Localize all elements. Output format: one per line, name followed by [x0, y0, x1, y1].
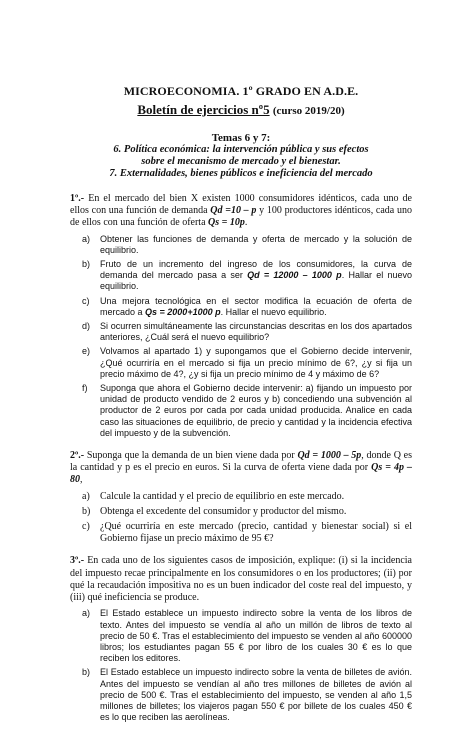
course-title: MICROECONOMIA. 1º GRADO EN A.D.E.: [123, 84, 359, 98]
item-label: f): [82, 383, 88, 394]
document-page: [0, 84, 474, 754]
exercise-1: [70, 193, 412, 439]
item-text-part: . Hallar el nuevo equilibrio.: [220, 306, 327, 317]
supply-formula: Qs = 4p – 80: [70, 462, 412, 486]
exercise-text: , donde Q es la cantidad y p es el precio en euros. Si la curva de oferta viene dada por: [70, 450, 412, 474]
exercise-number: 1º.-: [70, 193, 85, 204]
item-label: c): [82, 521, 90, 533]
item-label: a): [82, 608, 91, 619]
item-1f: [70, 383, 412, 439]
bulletin-title: [70, 102, 412, 118]
item-text: El Estado establece un impuesto indirecto sobre la venta de billetes de avión. Antes del impuesto se vendían al año tres millones de billetes de avión al precio de 500 €. Tras el establecimiento del impuesto, se venden al año 1,5 millones de billetes; los viajeros pagan 550 € por billete de los cuales 450 € es lo que reciben las aerolíneas.: [100, 667, 412, 723]
item-text: [100, 259, 412, 293]
item-text: Si ocurren simultáneamente las circunstancias descritas en los dos apartados anteriores, ¿Cuál será el nuevo equilibrio?: [100, 321, 412, 343]
bulletin-name: Boletín de ejercicios nº5: [137, 102, 270, 117]
exercise-text: y 100 productores idénticos, cada uno de ellos con una función de oferta: [70, 205, 412, 229]
theme-7: 7. Externalidades, bienes públicos e ineficiencia del mercado: [109, 168, 373, 179]
exercise-2-intro: [70, 450, 412, 487]
item-label: b): [82, 259, 91, 270]
supply-formula: Qs = 10p: [208, 217, 245, 229]
exercise-text: ,: [80, 474, 83, 486]
item-text: Obtenga el excedente del consumidor y productor del mismo.: [100, 505, 347, 517]
demand-formula: Qd = 1000 – 5p: [297, 450, 362, 462]
theme-6-line-1: 6. Política económica: la intervención pública y sus efectos: [113, 144, 369, 155]
item-formula: Qd = 12000 – 1000 p: [247, 270, 342, 281]
item-2a: [70, 491, 412, 503]
exercise-text: .: [244, 217, 248, 229]
item-1e: [70, 346, 412, 380]
exercise-2-items: [70, 491, 412, 546]
theme-6-line-2: sobre el mecanismo de mercado y el bienestar.: [141, 156, 341, 167]
item-text: Obtener las funciones de demanda y oferta de mercado y la solución de equilibrio.: [100, 233, 412, 255]
item-text: Suponga que ahora el Gobierno decide intervenir: a) fijando un impuesto por unidad de producto vendido de 2 euros y b) concediendo una subvención al productor de 2 euros por cada por cada unidad producida. Analice en cada caso las situaciones de equilibrio, de precio y cantidad y la incidencia efectiva del impuesto y de la subvención.: [100, 383, 412, 438]
item-2b: [70, 506, 412, 518]
themes-heading: Temas 6 y 7:: [211, 132, 271, 144]
exercise-number: 2º.-: [70, 450, 85, 462]
item-text: Calcule la cantidad y el precio de equilibrio en este mercado.: [100, 490, 345, 502]
exercise-1-intro: [70, 193, 412, 230]
item-1b: [70, 259, 412, 293]
item-3b: [70, 667, 412, 723]
item-label: c): [82, 295, 90, 306]
exercise-text: En el mercado del bien X existen 1000 consumidores idénticos, cada uno de ellos con una función de demanda: [70, 193, 412, 217]
exercise-2: [70, 450, 412, 545]
item-3a: [70, 608, 412, 664]
exercise-3-intro: [70, 555, 412, 604]
item-formula: Qs = 2000+1000 p: [145, 306, 221, 317]
exercise-3: [70, 555, 412, 723]
exercise-text: En cada uno de los siguientes casos de imposición, explique: (i) si la incidencia del impuesto recae principalmente en los consumidores o en los productores; (ii) por qué la recaudación impositiva no es un buen indicador del coste real del impuesto, y (iii) qué ineficiencia se produce.: [70, 555, 412, 604]
item-label: b): [82, 505, 91, 517]
exercise-number: 3º.-: [70, 555, 85, 567]
academic-year: (curso 2019/20): [272, 105, 345, 117]
item-text-part: . Hallar el nuevo equilibrio.: [100, 270, 412, 292]
demand-formula: Qd =10 – p: [210, 205, 257, 217]
item-label: d): [82, 321, 91, 332]
item-text: El Estado establece un impuesto indirecto sobre la venta de los libros de texto. Antes del impuesto se vendía al año un millón de libros de texto al precio de 50 €. Tras el establecimiento del impuesto se venden al año 600000 libros; los estudiantes pagan 55 € por libro de los cuales 30 € es lo que reciben los editores.: [100, 608, 412, 664]
exercise-1-items: [70, 234, 412, 439]
item-text-part: Una mejora tecnológica en el sector modifica la ecuación de oferta de mercado a: [100, 295, 412, 317]
exercise-text: Suponga que la demanda de un bien viene dada por: [84, 450, 298, 462]
item-label: a): [82, 233, 91, 244]
item-label: a): [82, 490, 90, 502]
document-header: [70, 84, 412, 180]
item-label: e): [82, 346, 91, 357]
item-2c: [70, 521, 412, 545]
item-text: [100, 296, 412, 318]
item-label: b): [82, 667, 91, 678]
item-1a: [70, 234, 412, 256]
item-text: Volvamos al apartado 1) y supongamos que el Gobierno decide intervenir, ¿Qué ocurriría en el mercado si fija un precio mínimo de 6?, ¿y si fija un precio máximo de 4?, ¿y si fija un precio mínimo de 4 y máximo de 6?: [100, 346, 412, 379]
item-text: ¿Qué ocurriría en este mercado (precio, cantidad y bienestar social) si el Gobierno fijase un precio máximo de 95 €?: [100, 521, 412, 545]
item-1c: [70, 296, 412, 318]
exercise-3-items: [70, 608, 412, 723]
item-text-part: Fruto de un incremento del ingreso de los consumidores, la curva de demanda del mercado pasa a ser: [100, 259, 412, 281]
item-1d: [70, 321, 412, 343]
